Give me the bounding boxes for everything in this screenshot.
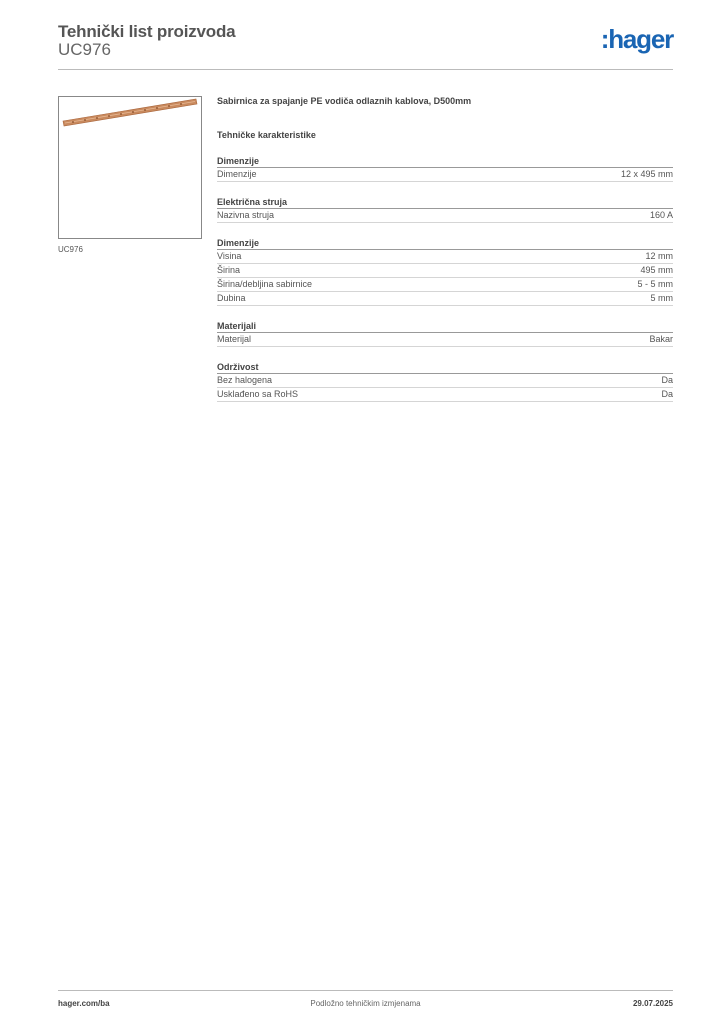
spec-label: Nazivna struja bbox=[217, 210, 275, 220]
spec-row bbox=[217, 292, 673, 306]
spec-content bbox=[217, 96, 673, 402]
spec-row bbox=[217, 374, 673, 388]
copper-busbar-icon bbox=[59, 97, 201, 238]
spec-value: 160 A bbox=[649, 210, 673, 220]
hager-logo: :hager bbox=[600, 24, 673, 54]
spec-section bbox=[217, 361, 673, 402]
footer-date: 29.07.2025 bbox=[632, 999, 673, 1008]
spec-label: Dubina bbox=[217, 293, 246, 303]
product-image-caption: UC976 bbox=[58, 245, 83, 254]
spec-label: Širina bbox=[217, 265, 241, 275]
spec-row bbox=[217, 264, 673, 278]
spec-label: Širina/debljina sabirnice bbox=[217, 279, 313, 289]
spec-row bbox=[217, 168, 673, 182]
spec-section-title: Dimenzije bbox=[217, 155, 673, 168]
spec-section-title: Dimenzije bbox=[217, 237, 673, 250]
tech-characteristics-heading: Tehničke karakteristike bbox=[217, 130, 316, 140]
spec-section-title: Održivost bbox=[217, 361, 673, 374]
spec-value: 495 mm bbox=[640, 265, 673, 275]
spec-value: 12 mm bbox=[645, 251, 673, 261]
spec-section-title: Materijali bbox=[217, 320, 673, 333]
product-code: UC976 bbox=[58, 40, 111, 59]
spec-label: Bez halogena bbox=[217, 375, 273, 385]
page-footer bbox=[58, 990, 673, 1010]
spec-row bbox=[217, 250, 673, 264]
spec-section bbox=[217, 237, 673, 306]
footer-notice: Podložno tehničkim izmjenama bbox=[310, 999, 421, 1008]
spec-label: Dimenzije bbox=[217, 169, 257, 179]
page-header bbox=[58, 20, 673, 70]
spec-value: 5 - 5 mm bbox=[637, 279, 673, 289]
spec-value: Da bbox=[661, 389, 673, 399]
spec-row bbox=[217, 333, 673, 347]
footer-website: hager.com/ba bbox=[58, 999, 110, 1008]
product-image bbox=[58, 96, 202, 239]
spec-section bbox=[217, 155, 673, 182]
spec-row bbox=[217, 388, 673, 402]
spec-label: Materijal bbox=[217, 334, 252, 344]
spec-label: Visina bbox=[217, 251, 242, 261]
spec-label: Usklađeno sa RoHS bbox=[217, 389, 299, 399]
spec-value: Da bbox=[661, 375, 673, 385]
spec-value: Bakar bbox=[649, 334, 673, 344]
spec-row bbox=[217, 278, 673, 292]
spec-row bbox=[217, 209, 673, 223]
spec-section bbox=[217, 196, 673, 223]
product-description: Sabirnica za spajanje PE vodiča odlaznih kablova, D500mm bbox=[217, 96, 472, 106]
header-divider bbox=[58, 69, 673, 70]
page-title: Tehnički list proizvoda bbox=[58, 22, 236, 41]
spec-section-title: Električna struja bbox=[217, 196, 673, 209]
spec-value: 12 x 495 mm bbox=[620, 169, 673, 179]
spec-value: 5 mm bbox=[650, 293, 673, 303]
spec-section bbox=[217, 320, 673, 347]
